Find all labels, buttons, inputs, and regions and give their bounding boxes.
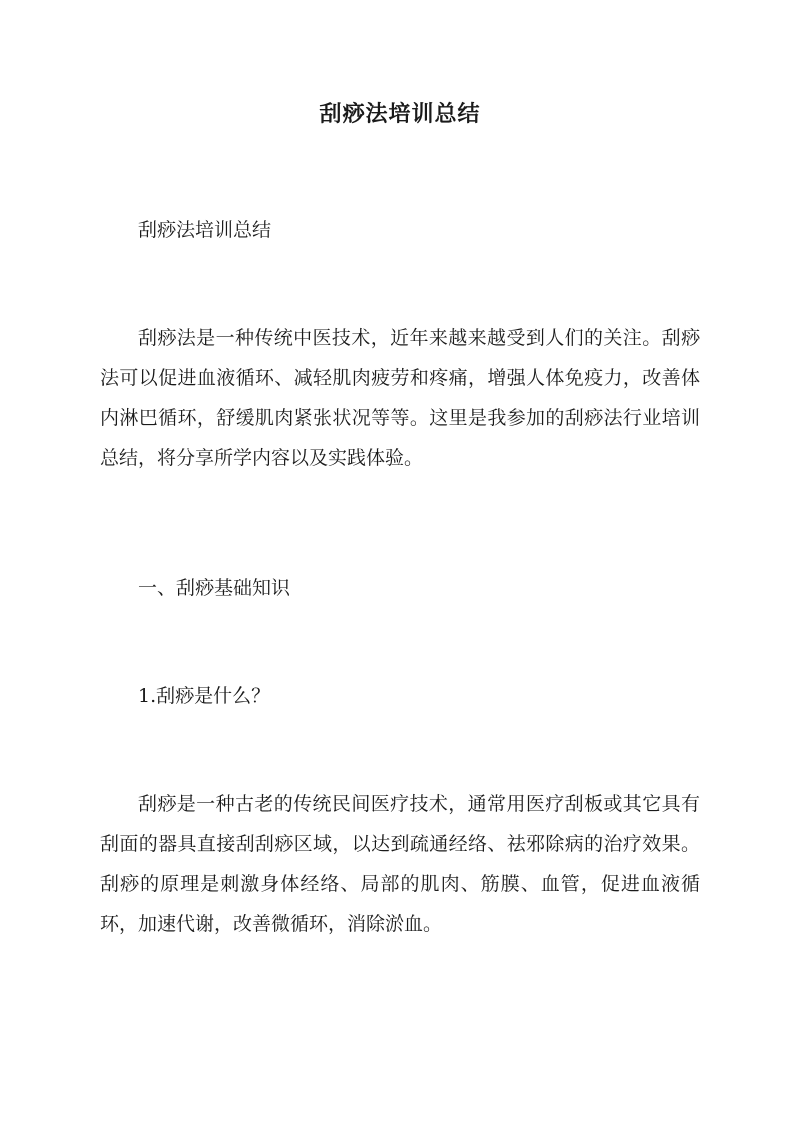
section-heading: 一、刮痧基础知识 [138,577,291,599]
document-title: 刮痧法培训总结 [319,101,481,127]
answer-paragraph: 刮痧是一种古老的传统民间医疗技术，通常用医疗刮板或其它具有刮面的器具直接刮刮痧区域，以达到疏通经络、祛邪除病的治疗效果。刮痧的原理是刺激身体经络、局部的肌肉、筋膜、血管，促进血液循环，加速代谢，改善微循环，消除淤血。 [100,793,700,935]
intro-paragraph: 刮痧法是一种传统中医技术，近年来越来越受到人们的关注。刮痧法可以促进血液循环、减轻肌肉疲劳和疼痛，增强人体免疫力，改善体内淋巴循环，舒缓肌肉紧张状况等等。这里是我参加的刮痧法行业培训总结，将分享所学内容以及实践体验。 [100,327,700,469]
document-subtitle: 刮痧法培训总结 [138,219,272,241]
question-heading: 1.刮痧是什么？ [138,685,271,707]
